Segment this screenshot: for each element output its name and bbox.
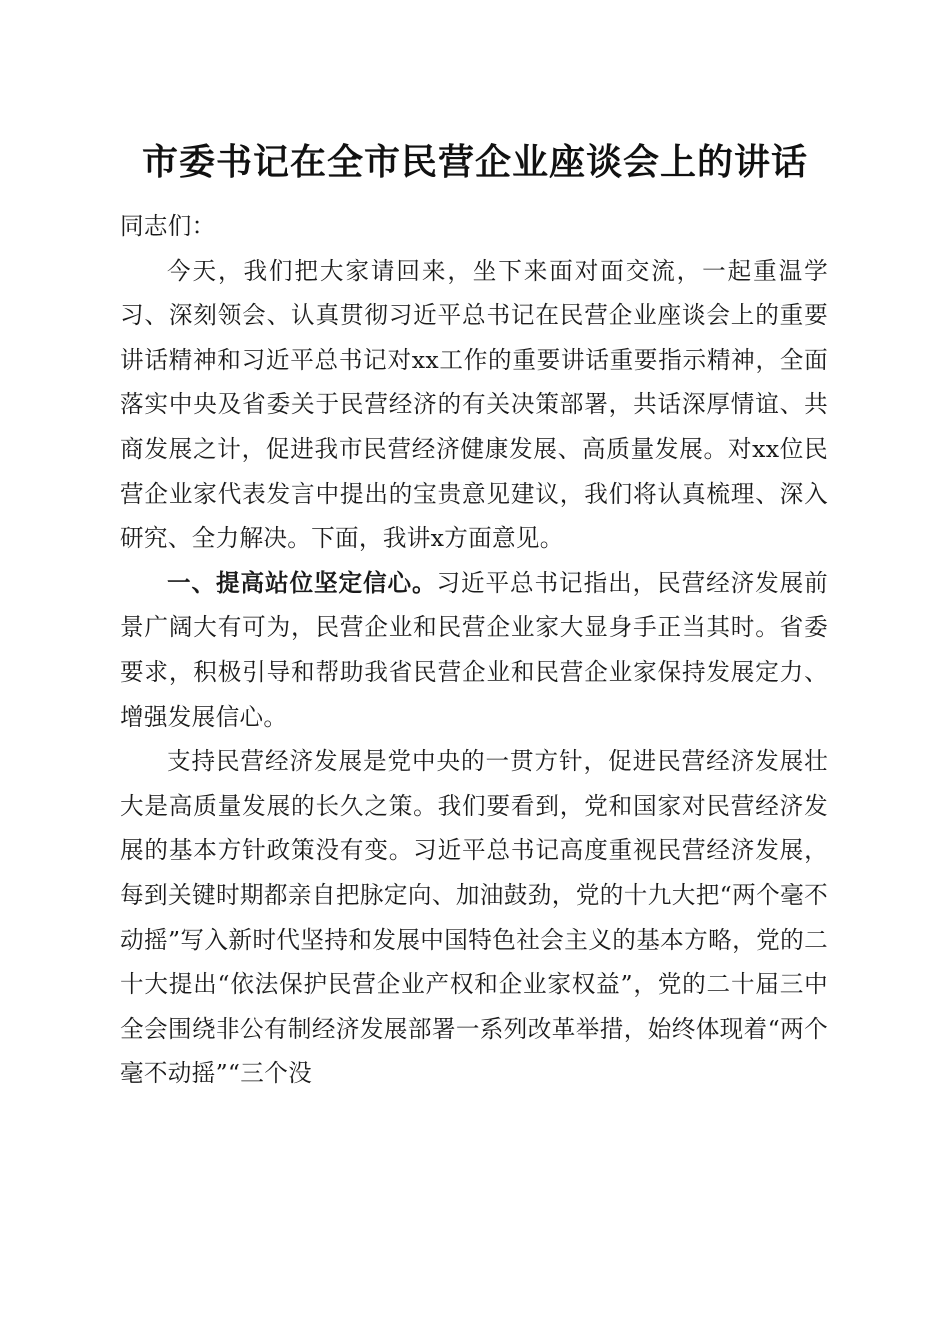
paragraph-support (120, 739, 828, 1096)
paragraph-section-one (120, 561, 828, 739)
paragraph-text: 支持民营经济发展是党中央的一贯方针，促进民营经济发展壮大是高质量发展的长久之策。我们要看到，党和国家对民营经济发展的基本方针政策没有变。习近平总书记高度重视民营经济发展，每到关键时期都亲自把脉定向、加油鼓劲，党的十九大把“两个毫不动摇”写入新时代坚持和发展中国特色社会主义的基本方略，党的二十大提出“依法保护民营企业产权和企业家权益”，党的二十届三中全会围绕非公有制经济发展部署一系列改革举措，始终体现着“两个毫不动摇”“三个没 (120, 747, 828, 1088)
section-heading: 一、提高站位坚定信心。 (167, 568, 437, 597)
document-title: 市委书记在全市民营企业座谈会上的讲话 (141, 141, 808, 183)
salutation: 同志们： (120, 212, 216, 240)
paragraph-text: 今天，我们把大家请回来，坐下来面对面交流，一起重温学习、深刻领会、认真贯彻习近平总书记在民营企业座谈会上的重要讲话精神和习近平总书记对xx工作的重要讲话重要指示精神，全面落实中央及省委关于民营经济的有关决策部署，共话深厚情谊、共商发展之计，促进我市民营经济健康发展、高质量发展。对xx位民营企业家代表发言中提出的宝贵意见建议，我们将认真梳理、深入研究、全力解决。下面，我讲x方面意见。 (120, 256, 828, 553)
document-body (120, 204, 828, 1096)
paragraph-intro (120, 249, 828, 561)
paragraph-text: 习近平总书记指出，民营经济发展前景广阔大有可为，民营企业和民营企业家大显身手正当其时。省委要求，积极引导和帮助我省民营企业和民营企业家保持发展定力、增强发展信心。 (120, 568, 828, 731)
